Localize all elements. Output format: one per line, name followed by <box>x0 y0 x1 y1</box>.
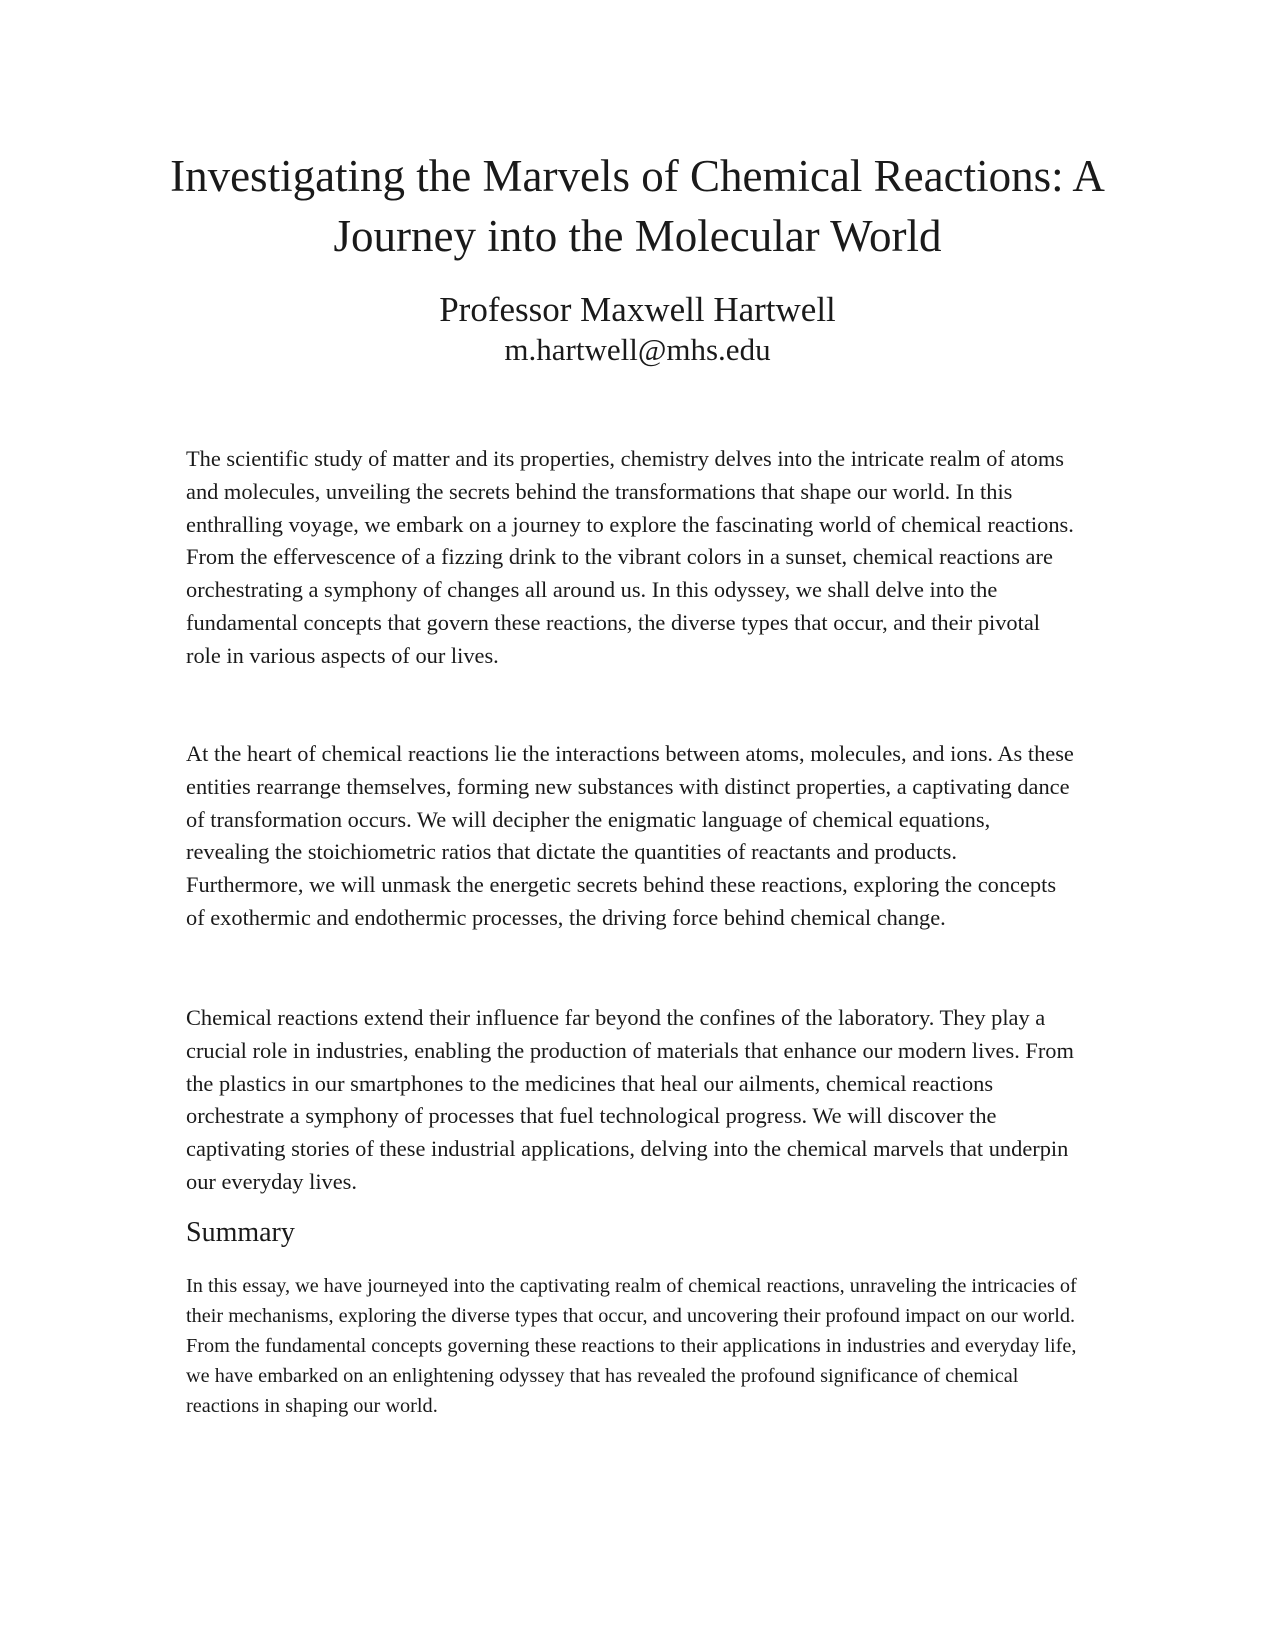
author-name: Professor Maxwell Hartwell <box>439 290 836 329</box>
body-paragraph-1: The scientific study of matter and its properties, chemistry delves into the intricate realm of atoms and molecules, unveiling the secrets behind the transformations that shape our world. In this enthralling voyage, we embark on a journey to explore the fascinating world of chemical reactions. From the effervescence of a fizzing drink to the vibrant colors in a sunset, chemical reactions are orchestrating a symphony of changes all around us. In this odyssey, we shall delve into the fundamental concepts that govern these reactions, the diverse types that occur, and their pivotal role in various aspects of our lives. <box>186 446 1074 668</box>
author-email: m.hartwell@mhs.edu <box>504 332 771 367</box>
body-paragraph-2: At the heart of chemical reactions lie the interactions between atoms, molecules, and ions. As these entities rearrange themselves, forming new substances with distinct properties, a captivating dance of transformation occurs. We will decipher the enigmatic language of chemical equations, revealing the stoichiometric ratios that dictate the quantities of reactants and products. Furthermore, we will unmask the energetic secrets behind these reactions, exploring the concepts of exothermic and endothermic processes, the driving force behind chemical change. <box>186 741 1074 930</box>
document-title: Investigating the Marvels of Chemical Reactions: A Journey into the Molecular World <box>170 151 1105 261</box>
summary-paragraph: In this essay, we have journeyed into the captivating realm of chemical reactions, unraveling the intricacies of their mechanisms, exploring the diverse types that occur, and uncovering their profound impact on our world. From the fundamental concepts governing these reactions to their applications in industries and everyday life, we have embarked on an enlightening odyssey that has revealed the profound significance of chemical reactions in shaping our world. <box>186 1275 1077 1417</box>
summary-heading: Summary <box>186 1217 295 1248</box>
body-paragraph-3: Chemical reactions extend their influence far beyond the confines of the laboratory. They play a crucial role in industries, enabling the production of materials that enhance our modern lives. From the plastics in our smartphones to the medicines that heal our ailments, chemical reactions orchestrate a symphony of processes that fuel technological progress. We will discover the captivating stories of these industrial applications, delving into the chemical marvels that underpin our everyday lives. <box>186 1005 1074 1194</box>
